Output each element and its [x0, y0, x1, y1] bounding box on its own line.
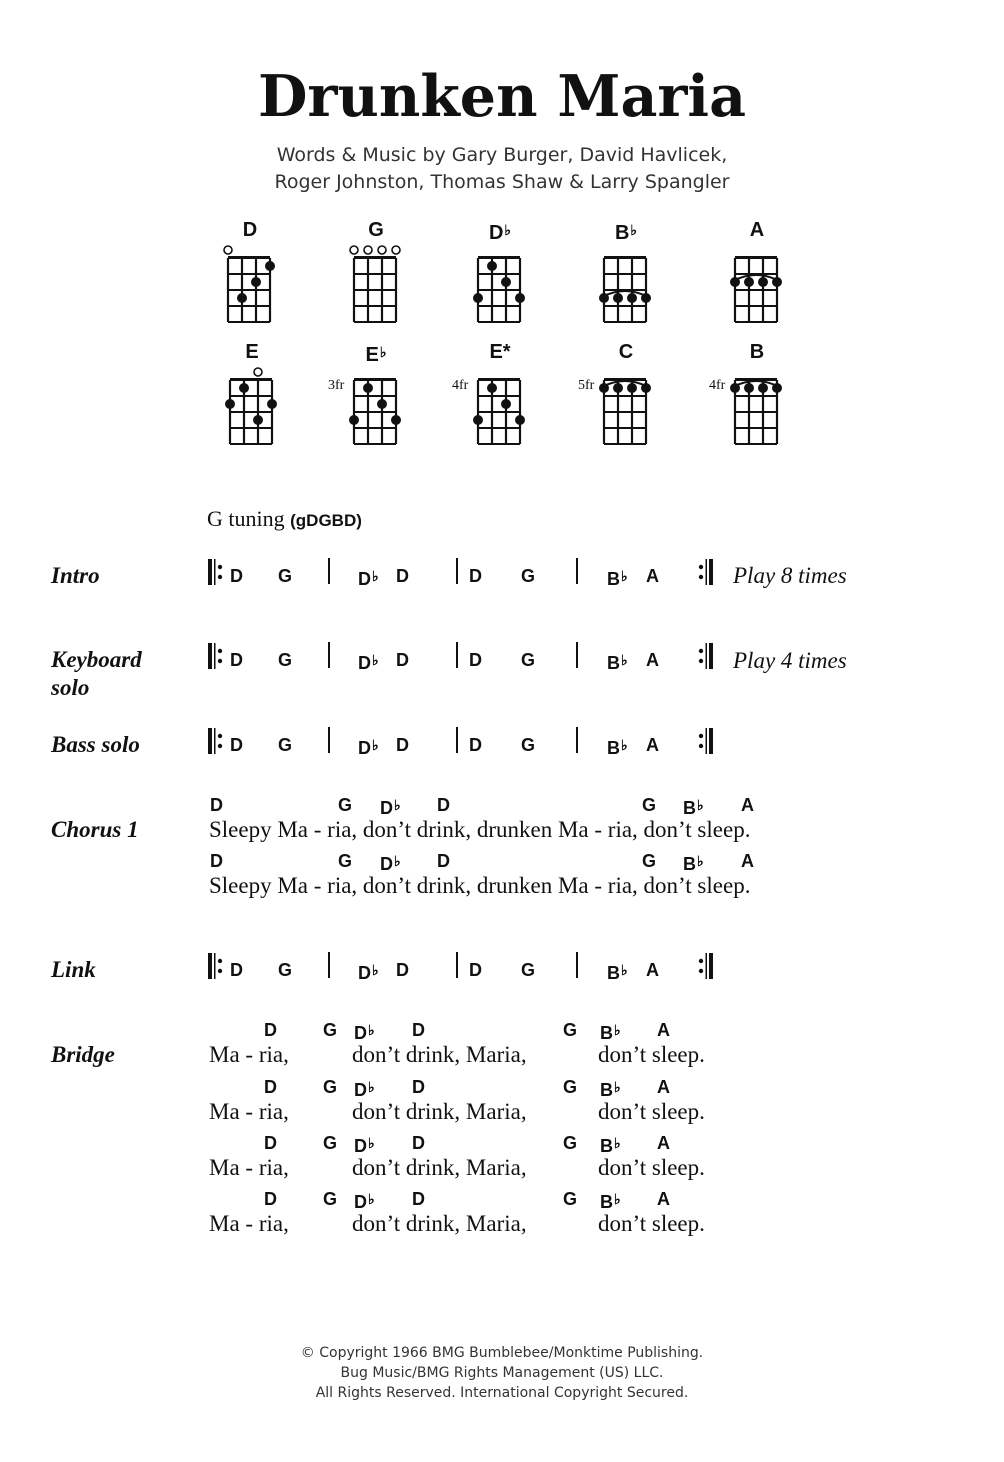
keyboard-repeat-note: Play 4 times	[733, 648, 847, 673]
finger-dot	[363, 383, 373, 393]
section-label-chorus: Chorus 1	[51, 817, 139, 842]
chord-fretboard	[597, 366, 657, 452]
finger-dot	[251, 277, 261, 287]
fret-position-label: 5fr	[578, 378, 595, 393]
section-label-bass: Bass solo	[51, 732, 140, 757]
lyric-chord: G	[323, 1077, 338, 1097]
chord-diagram-name: A	[749, 219, 765, 241]
bar-chord: A	[646, 735, 659, 755]
finger-dot	[237, 293, 247, 303]
fret-position-label: 3fr	[328, 378, 345, 393]
lyric-chord: D	[412, 1133, 425, 1153]
chord-fretboard	[347, 366, 407, 452]
section-label-keyboard-2: solo	[51, 675, 90, 700]
bar-chord: G	[278, 960, 293, 980]
repeat-start-sign	[207, 952, 223, 980]
bar-chord: A	[646, 566, 659, 586]
credit-line-1: Words & Music by Gary Burger, David Havlicek,	[276, 144, 728, 166]
bar-chord: D	[230, 960, 243, 980]
chord-fretboard	[471, 244, 531, 330]
lyric-chord: B♭	[600, 1135, 621, 1156]
lyric-chord: D	[264, 1020, 277, 1040]
lyric-fragment: don’t sleep.	[598, 1211, 705, 1236]
lyric-chord: B♭	[600, 1022, 621, 1043]
lyric-chord: D	[210, 795, 223, 815]
lyric-chord: A	[741, 851, 754, 871]
open-string-circle	[224, 246, 232, 254]
lyric-chord: D♭	[354, 1079, 375, 1100]
lyric-chord: D	[412, 1189, 425, 1209]
repeat-end-sign	[698, 727, 714, 755]
finger-dot	[265, 261, 275, 271]
lyric-fragment: don’t drink, Maria,	[352, 1099, 527, 1124]
finger-dot	[239, 383, 249, 393]
lyric-chord: G	[338, 851, 353, 871]
bar-chord: D	[396, 960, 409, 980]
lyric-chord: B♭	[683, 797, 704, 818]
lyric-fragment: don’t sleep.	[598, 1099, 705, 1124]
bar-chord: B♭	[607, 962, 628, 983]
lyric-chord: D	[210, 851, 223, 871]
lyric-chord: D	[264, 1077, 277, 1097]
finger-dot	[501, 277, 511, 287]
chord-fretboard	[221, 244, 281, 330]
bar-line	[328, 952, 330, 978]
open-string-circle	[378, 246, 386, 254]
fret-position-label: 4fr	[709, 378, 726, 393]
bar-line	[456, 642, 458, 668]
copyright-line-1: © Copyright 1966 BMG Bumblebee/Monktime Publishing.	[300, 1345, 704, 1361]
repeat-end-sign	[698, 642, 714, 670]
finger-dot	[744, 383, 754, 393]
bar-chord: G	[278, 566, 293, 586]
lyric-chord: A	[657, 1133, 670, 1153]
bar-chord: G	[521, 566, 536, 586]
lyric-chord: G	[563, 1020, 578, 1040]
section-label-intro: Intro	[51, 563, 100, 588]
open-string-circle	[392, 246, 400, 254]
barre-arc	[733, 275, 779, 281]
chord-diagram-name: D	[242, 219, 258, 241]
lyric-fragment: don’t drink, Maria,	[352, 1211, 527, 1236]
finger-dot	[613, 293, 623, 303]
open-string-circle	[350, 246, 358, 254]
lyric-chord: G	[563, 1189, 578, 1209]
barre-arc	[733, 381, 779, 387]
lyric-fragment: don’t sleep.	[598, 1155, 705, 1180]
repeat-start-sign	[207, 558, 223, 586]
lyric-chord: G	[323, 1189, 338, 1209]
lyric-chord: G	[338, 795, 353, 815]
lyric-chord: A	[657, 1077, 670, 1097]
finger-dot	[487, 261, 497, 271]
bar-line	[576, 642, 578, 668]
finger-dot	[627, 293, 637, 303]
lyric-fragment: Ma - ria,	[209, 1099, 289, 1124]
finger-dot	[599, 293, 609, 303]
lyric-chord: D	[437, 795, 450, 815]
bar-chord: D	[469, 566, 482, 586]
lyric-fragment: don’t drink, Maria,	[352, 1042, 527, 1067]
open-string-circle	[254, 368, 262, 376]
finger-dot	[613, 383, 623, 393]
bar-chord: G	[278, 650, 293, 670]
bar-line	[576, 727, 578, 753]
lyric-chord: D♭	[354, 1191, 375, 1212]
chord-diagram-name: E♭	[365, 344, 387, 366]
repeat-end-sign	[698, 558, 714, 586]
bar-chord: G	[521, 960, 536, 980]
finger-dot	[744, 277, 754, 287]
bar-chord: D♭	[358, 652, 379, 673]
lyric-fragment: Ma - ria,	[209, 1042, 289, 1067]
bar-chord: G	[278, 735, 293, 755]
bar-chord: B♭	[607, 568, 628, 589]
tuning-label: G tuning	[207, 506, 285, 531]
bar-chord: D	[396, 650, 409, 670]
chord-fretboard	[223, 366, 283, 452]
finger-dot	[730, 383, 740, 393]
finger-dot	[349, 415, 359, 425]
finger-dot	[641, 383, 651, 393]
lyric-chord: A	[657, 1189, 670, 1209]
finger-dot	[515, 415, 525, 425]
lyric-chord: D♭	[380, 797, 401, 818]
lyric-chord: G	[563, 1077, 578, 1097]
bar-chord: D	[230, 566, 243, 586]
lyric-chord: G	[642, 795, 657, 815]
bar-line	[328, 727, 330, 753]
song-title: Drunken Maria	[257, 63, 747, 130]
bar-chord: D	[469, 960, 482, 980]
finger-dot	[758, 383, 768, 393]
finger-dot	[730, 277, 740, 287]
lyric-chord: G	[323, 1133, 338, 1153]
finger-dot	[515, 293, 525, 303]
chord-fretboard	[597, 244, 657, 330]
lyric-chord: D	[264, 1133, 277, 1153]
lyric-chord: D	[412, 1077, 425, 1097]
lyric-fragment: don’t sleep.	[598, 1042, 705, 1067]
bar-chord: D♭	[358, 962, 379, 983]
bar-chord: D♭	[358, 737, 379, 758]
bar-chord: A	[646, 650, 659, 670]
finger-dot	[225, 399, 235, 409]
tuning-notes: (gDGBD)	[290, 511, 362, 530]
finger-dot	[501, 399, 511, 409]
bar-line	[456, 952, 458, 978]
chord-fretboard	[471, 366, 531, 452]
barre-arc	[602, 291, 648, 297]
bar-chord: B♭	[607, 737, 628, 758]
bar-chord: D♭	[358, 568, 379, 589]
lyric-fragment: Ma - ria,	[209, 1155, 289, 1180]
chord-diagram-name: B♭	[614, 222, 638, 244]
bar-line	[576, 558, 578, 584]
lyric-chord: D♭	[354, 1022, 375, 1043]
lyric-chord: B♭	[683, 853, 704, 874]
finger-dot	[641, 293, 651, 303]
bar-line	[328, 642, 330, 668]
lyric-chord: A	[657, 1020, 670, 1040]
open-string-circle	[364, 246, 372, 254]
finger-dot	[758, 277, 768, 287]
chord-diagram-name: C	[618, 341, 634, 363]
lyric-chord: D	[264, 1189, 277, 1209]
chord-diagram-name: G	[368, 219, 384, 241]
chord-diagram-name: B	[749, 341, 765, 363]
bar-chord: D	[230, 650, 243, 670]
bar-chord: D	[396, 566, 409, 586]
finger-dot	[473, 415, 483, 425]
lyric-chord: A	[741, 795, 754, 815]
credit-line-2: Roger Johnston, Thomas Shaw & Larry Spangler	[274, 171, 730, 193]
tuning-info	[207, 506, 362, 532]
bar-chord: D	[469, 735, 482, 755]
bar-line	[456, 558, 458, 584]
chord-fretboard	[347, 244, 407, 330]
section-label-keyboard: Keyboard	[51, 647, 142, 672]
finger-dot	[627, 383, 637, 393]
finger-dot	[473, 293, 483, 303]
fret-position-label: 4fr	[452, 378, 469, 393]
lyric-chord: B♭	[600, 1191, 621, 1212]
lyric-chord: G	[642, 851, 657, 871]
finger-dot	[377, 399, 387, 409]
copyright-line-2: Bug Music/BMG Rights Management (US) LLC.	[340, 1365, 664, 1381]
bar-chord: D	[230, 735, 243, 755]
lyric-chord: D♭	[380, 853, 401, 874]
barre-arc	[602, 381, 648, 387]
lyric-line: Sleepy Ma - ria, don’t drink, drunken Ma - ria, don’t sleep.	[209, 873, 751, 898]
chord-diagram-name: E*	[489, 341, 511, 363]
repeat-start-sign	[207, 642, 223, 670]
bar-chord: D	[469, 650, 482, 670]
chord-fretboard	[728, 366, 788, 452]
finger-dot	[267, 399, 277, 409]
bar-chord: G	[521, 650, 536, 670]
finger-dot	[253, 415, 263, 425]
bar-chord: A	[646, 960, 659, 980]
chord-diagram-name: D♭	[488, 222, 512, 244]
finger-dot	[599, 383, 609, 393]
repeat-start-sign	[207, 727, 223, 755]
lyric-chord: D♭	[354, 1135, 375, 1156]
lyric-fragment: Ma - ria,	[209, 1211, 289, 1236]
bar-line	[328, 558, 330, 584]
lyric-chord: G	[563, 1133, 578, 1153]
finger-dot	[772, 277, 782, 287]
lyric-chord: D	[437, 851, 450, 871]
lyric-line: Sleepy Ma - ria, don’t drink, drunken Ma - ria, don’t sleep.	[209, 817, 751, 842]
repeat-end-sign	[698, 952, 714, 980]
bar-chord: B♭	[607, 652, 628, 673]
chord-diagram-name: E	[245, 341, 259, 363]
copyright-line-3: All Rights Reserved. International Copyright Secured.	[315, 1385, 689, 1401]
section-label-bridge: Bridge	[51, 1042, 115, 1067]
bar-line	[576, 952, 578, 978]
lyric-chord: B♭	[600, 1079, 621, 1100]
bar-chord: D	[396, 735, 409, 755]
section-label-link: Link	[51, 957, 96, 982]
finger-dot	[487, 383, 497, 393]
bar-chord: G	[521, 735, 536, 755]
intro-repeat-note: Play 8 times	[733, 563, 847, 588]
lyric-fragment: don’t drink, Maria,	[352, 1155, 527, 1180]
lyric-chord: G	[323, 1020, 338, 1040]
bar-line	[456, 727, 458, 753]
lyric-chord: D	[412, 1020, 425, 1040]
finger-dot	[772, 383, 782, 393]
finger-dot	[391, 415, 401, 425]
chord-fretboard	[728, 244, 788, 330]
